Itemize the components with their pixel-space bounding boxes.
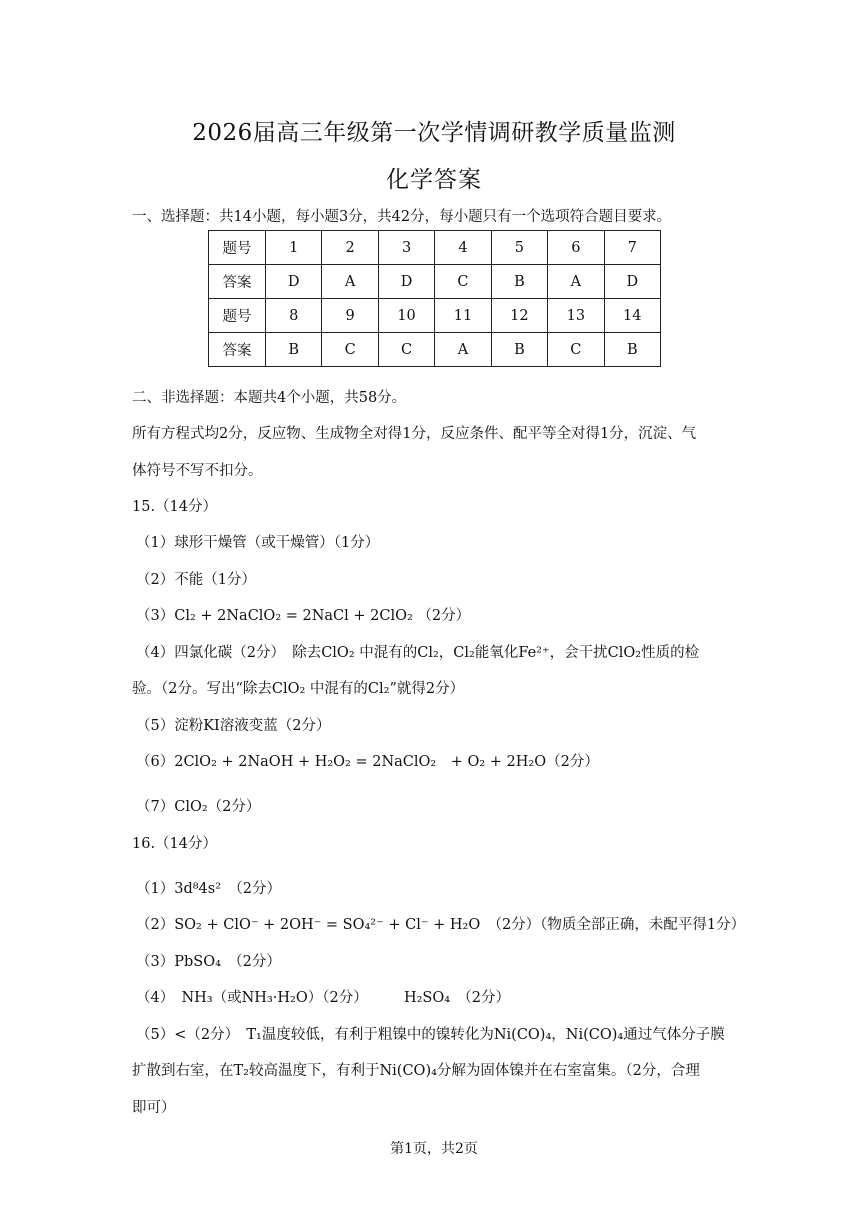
q16-answer-5-cont: 即可） [132,1100,176,1116]
table-cell: C [435,265,491,299]
table-cell: D [378,265,434,299]
scoring-note-line: 体符号不写不扣分。 [132,463,263,479]
page-title: 2026届高三年级第一次学情调研教学质量监测 [192,120,676,146]
table-cell: 3 [378,231,434,265]
table-cell: 11 [435,299,491,333]
table-cell: 4 [435,231,491,265]
q15-answer-1: （1）球形干燥管（或干燥管）（1分） [136,535,380,551]
row-header: 答案 [209,265,266,299]
table-cell: B [491,333,547,367]
q15-answer-7: （7）ClO₂（2分） [136,799,261,815]
section1-heading: 一、选择题：共14小题，每小题3分，共42分，每小题只有一个选项符合题目要求。 [132,209,672,225]
q15-answer-4-cont: 验。（2分。写出“除去ClO₂ 中混有的Cl₂”就得2分） [132,681,465,697]
row-header: 题号 [209,299,266,333]
answer-table [208,230,661,367]
table-cell: 5 [491,231,547,265]
q16-heading: 16.（14分） [132,836,218,852]
q16-answer-3: （3）PbSO₄ （2分） [136,954,281,970]
row-header: 答案 [209,333,266,367]
table-cell: 10 [378,299,434,333]
q15-answer-3: （3）Cl₂ + 2NaClO₂ = 2NaCl + 2ClO₂ （2分） [136,608,471,624]
table-cell: 2 [322,231,378,265]
q15-heading: 15.（14分） [132,499,218,515]
table-cell: D [266,265,322,299]
q15-answer-2: （2）不能（1分） [136,572,256,588]
q15-answer-5: （5）淀粉KI溶液变蓝（2分） [136,718,331,734]
table-cell: 14 [604,299,660,333]
row-header: 题号 [209,231,266,265]
table-cell: D [604,265,660,299]
page-footer: 第1页，共2页 [390,1141,478,1157]
table-cell: C [378,333,434,367]
table-row [209,333,661,367]
table-cell: C [322,333,378,367]
table-cell: 13 [548,299,604,333]
table-row [209,299,661,333]
page-subtitle: 化学答案 [386,167,482,193]
q15-answer-6: （6）2ClO₂ + 2NaOH + H₂O₂ = 2NaClO₂ + O₂ + 2H₂O（2分） [136,754,599,770]
q16-answer-2: （2）SO₂ + ClO⁻ + 2OH⁻ = SO₄²⁻ + Cl⁻ + H₂O （2分）（物质全部正确，未配平得1分） [136,917,746,933]
table-row [209,231,661,265]
table-cell: 12 [491,299,547,333]
table-cell: A [435,333,491,367]
table-cell: 8 [266,299,322,333]
q16-answer-5: （5）<（2分） T₁温度较低，有利于粗镍中的镍转化为Ni(CO)₄，Ni(CO)₄通过气体分子膜 [136,1027,725,1043]
q16-answer-5-cont: 扩散到右室，在T₂较高温度下，有利于Ni(CO)₄分解为固体镍并在右室富集。（2分，合理 [132,1063,700,1079]
table-cell: 6 [548,231,604,265]
table-cell: A [548,265,604,299]
table-row [209,265,661,299]
table-cell: C [548,333,604,367]
table-cell: B [604,333,660,367]
q15-answer-4: （4）四氯化碳（2分） 除去ClO₂ 中混有的Cl₂，Cl₂能氧化Fe²⁺，会干扰ClO₂性质的检 [136,645,700,661]
table-cell: 9 [322,299,378,333]
q16-answer-1: （1）3d⁸4s² （2分） [136,881,281,897]
table-cell: A [322,265,378,299]
q16-answer-4: （4） NH₃（或NH₃·H₂O）（2分） H₂SO₄ （2分） [136,990,511,1006]
table-cell: B [491,265,547,299]
table-cell: 7 [604,231,660,265]
section2-heading: 二、非选择题：本题共4个小题，共58分。 [132,390,407,406]
table-cell: 1 [266,231,322,265]
scoring-note-line: 所有方程式均2分，反应物、生成物全对得1分，反应条件、配平等全对得1分，沉淀、气 [132,426,697,442]
table-cell: B [266,333,322,367]
